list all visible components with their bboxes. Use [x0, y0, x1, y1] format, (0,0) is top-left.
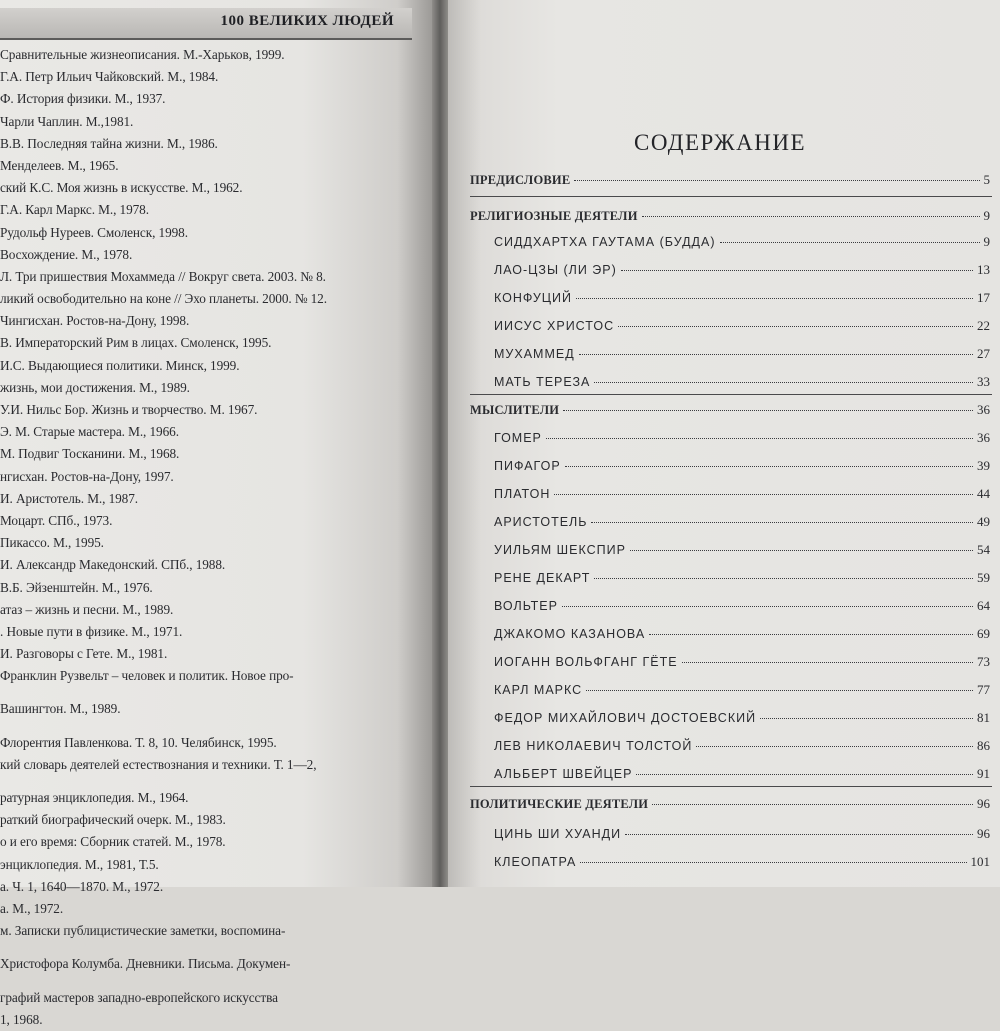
- toc-entry-row: [494, 598, 990, 614]
- toc-entry-row: [494, 290, 990, 306]
- bibliography-line: Э. М. Старые мастера. М., 1966.: [0, 424, 179, 440]
- toc-page-number: 36: [977, 402, 990, 417]
- bibliography-line: 1, 1968.: [0, 1011, 43, 1027]
- bibliography-line: В.В. Последняя тайна жизни. М., 1986.: [0, 135, 218, 151]
- toc-entry-row: [494, 766, 990, 782]
- dot-leader: [554, 494, 973, 495]
- bibliography-line: Г.А. Петр Ильич Чайковский. М., 1984.: [0, 69, 219, 85]
- toc-entry-row: [494, 486, 990, 502]
- toc-entry-row: [494, 738, 990, 754]
- toc-entry-row: [494, 374, 990, 390]
- dot-leader: [630, 550, 973, 551]
- dot-leader: [594, 382, 973, 383]
- book-gutter: [432, 0, 448, 887]
- bibliography-line: И. Александр Македонский. СПб., 1988.: [0, 557, 226, 573]
- bibliography-line: Л. Три пришествия Мохаммеда // Вокруг света. 2003. № 8.: [0, 268, 326, 284]
- dot-leader: [574, 180, 979, 181]
- toc-entry-row: [494, 430, 990, 446]
- dot-leader: [565, 466, 973, 467]
- dot-leader: [621, 270, 973, 271]
- toc-entry-row: [494, 318, 990, 334]
- dot-leader: [652, 804, 973, 805]
- bibliography-line: кий словарь деятелей естествознания и техники. Т. 1—2,: [0, 756, 317, 772]
- bibliography-line: жизнь, мои достижения. М., 1989.: [0, 379, 190, 395]
- toc-label: СИДДХАРТХА ГАУТАМА (БУДДА): [494, 235, 716, 249]
- toc-label: ИИСУС ХРИСТОС: [494, 319, 615, 333]
- bibliography-line: Менделеев. М., 1965.: [0, 157, 119, 173]
- toc-page-number: 101: [970, 854, 990, 869]
- toc-page-number: 96: [977, 826, 990, 841]
- toc-page-number: 54: [977, 542, 990, 557]
- toc-label: ДЖАКОМО КАЗАНОВА: [494, 627, 646, 641]
- toc-label: ПИФАГОР: [494, 459, 561, 473]
- toc-section-row: [470, 796, 990, 812]
- bibliography-line: графий мастеров западно-европейского искусства: [0, 989, 278, 1005]
- dot-leader: [636, 774, 973, 775]
- toc-entry-row: [494, 234, 990, 250]
- bibliography-line: Восхождение. М., 1978.: [0, 246, 133, 262]
- bibliography-line: Пикассо. М., 1995.: [0, 535, 104, 551]
- bibliography-line: В. Императорский Рим в лицах. Смоленск, 1995.: [0, 335, 272, 351]
- running-head-title: 100 ВЕЛИКИХ ЛЮДЕЙ: [220, 13, 394, 29]
- toc-entry-row: [494, 854, 990, 870]
- bibliography-line: Вашингтон. М., 1989.: [0, 701, 121, 717]
- toc-section-row: [470, 208, 990, 224]
- toc-entry-row: [494, 710, 990, 726]
- toc-entry-row: [494, 826, 990, 842]
- toc-label: КЛЕОПАТРА: [494, 855, 577, 869]
- toc-label: ВОЛЬТЕР: [494, 599, 558, 613]
- toc-entry-row: [494, 570, 990, 586]
- toc-page-number: 96: [977, 796, 990, 811]
- dot-leader: [576, 298, 973, 299]
- bibliography-line: а. Ч. 1, 1640—1870. М., 1972.: [0, 878, 164, 894]
- toc-entry-row: [494, 262, 990, 278]
- toc-entry-row: [494, 346, 990, 362]
- bibliography-line: Ф. История физики. М., 1937.: [0, 91, 166, 107]
- toc-page-number: 9: [983, 234, 990, 249]
- dot-leader: [682, 662, 973, 663]
- running-head: [0, 8, 412, 40]
- bibliography-line: Чингисхан. Ростов-на-Дону, 1998.: [0, 313, 190, 329]
- toc-page-number: 44: [977, 486, 990, 501]
- toc-page-number: 59: [977, 570, 990, 585]
- toc-label: АЛЬБЕРТ ШВЕЙЦЕР: [494, 767, 633, 781]
- dot-leader: [642, 216, 980, 217]
- toc-page-number: 5: [983, 172, 990, 187]
- toc-page-number: 73: [977, 654, 990, 669]
- section-divider: [470, 196, 992, 197]
- toc-entry-row: [494, 654, 990, 670]
- bibliography-line: Моцарт. СПб., 1973.: [0, 512, 113, 528]
- bibliography-line: ликий освободительно на коне // Эхо планеты. 2000. № 12.: [0, 291, 327, 307]
- toc-page-number: 27: [977, 346, 990, 361]
- toc-label: УИЛЬЯМ ШЕКСПИР: [494, 543, 626, 557]
- toc-page-number: 91: [977, 766, 990, 781]
- toc-section-row: [470, 172, 990, 188]
- toc-page-number: 9: [983, 208, 990, 223]
- toc-page-number: 49: [977, 514, 990, 529]
- toc-entry-row: [494, 458, 990, 474]
- contents-title: СОДЕРЖАНИЕ: [634, 130, 807, 155]
- toc-label: РЕНЕ ДЕКАРТ: [494, 571, 591, 585]
- bibliography-line: а. М., 1972.: [0, 900, 64, 916]
- toc-entry-row: [494, 682, 990, 698]
- bibliography-line: Франклин Рузвельт – человек и политик. Новое про-: [0, 668, 294, 684]
- dot-leader: [586, 690, 973, 691]
- toc-label: АРИСТОТЕЛЬ: [494, 515, 588, 529]
- toc-label: МЫСЛИТЕЛИ: [470, 403, 560, 417]
- dot-leader: [580, 862, 966, 863]
- dot-leader: [546, 438, 973, 439]
- bibliography-line: нгисхан. Ростов-на-Дону, 1997.: [0, 468, 174, 484]
- dot-leader: [594, 578, 973, 579]
- dot-leader: [625, 834, 973, 835]
- toc-label: ГОМЕР: [494, 431, 542, 445]
- bibliography-line: И. Разговоры с Гете. М., 1981.: [0, 646, 168, 662]
- toc-label: ПРЕДИСЛОВИЕ: [470, 173, 571, 187]
- toc-entry-row: [494, 514, 990, 530]
- toc-page-number: 22: [977, 318, 990, 333]
- section-divider: [470, 786, 992, 787]
- toc-label: ЛЕВ НИКОЛАЕВИЧ ТОЛСТОЙ: [494, 739, 693, 753]
- bibliography-line: Флорентия Павленкова. Т. 8, 10. Челябинск, 1995.: [0, 734, 277, 750]
- bibliography-line: [0, 721, 410, 732]
- dot-leader: [720, 242, 980, 243]
- toc-entry-row: [494, 542, 990, 558]
- dot-leader: [649, 634, 973, 635]
- bibliography-list: [0, 44, 410, 1031]
- bibliography-line: ский К.С. Моя жизнь в искусстве. М., 1962.: [0, 180, 243, 196]
- bibliography-line: [0, 976, 410, 987]
- bibliography-line: . Новые пути в физике. М., 1971.: [0, 623, 183, 639]
- bibliography-line: [0, 942, 410, 953]
- bibliography-line: атаз – жизнь и песни. М., 1989.: [0, 601, 174, 617]
- toc-page-number: 36: [977, 430, 990, 445]
- dot-leader: [579, 354, 973, 355]
- toc-page-number: 69: [977, 626, 990, 641]
- bibliography-line: энциклопедия. М., 1981, Т.5.: [0, 856, 159, 872]
- toc-page-number: 17: [977, 290, 990, 305]
- toc-page-number: 39: [977, 458, 990, 473]
- toc-label: РЕЛИГИОЗНЫЕ ДЕЯТЕЛИ: [470, 209, 638, 223]
- left-page: [0, 0, 432, 1027]
- bibliography-line: [0, 776, 410, 787]
- toc-label: ПЛАТОН: [494, 487, 551, 501]
- toc-page-number: 33: [977, 374, 990, 389]
- toc-label: МУХАММЕД: [494, 347, 575, 361]
- bibliography-line: о и его время: Сборник статей. М., 1978.: [0, 834, 226, 850]
- dot-leader: [618, 326, 973, 327]
- bibliography-line: Христофора Колумба. Дневники. Письма. Докумен-: [0, 956, 291, 972]
- bibliography-line: раткий биографический очерк. М., 1983.: [0, 812, 226, 828]
- bibliography-line: ратурная энциклопедия. М., 1964.: [0, 790, 189, 805]
- toc-label: ПОЛИТИЧЕСКИЕ ДЕЯТЕЛИ: [470, 797, 649, 811]
- dot-leader: [562, 606, 973, 607]
- toc-label: КОНФУЦИЙ: [494, 291, 572, 305]
- bibliography-line: У.И. Нильс Бор. Жизнь и творчество. М. 1967.: [0, 402, 258, 417]
- bibliography-line: Чарли Чаплин. М.,1981.: [0, 113, 134, 129]
- dot-leader: [760, 718, 973, 719]
- toc-page-number: 77: [977, 682, 990, 697]
- bibliography-line: И. Аристотель. М., 1987.: [0, 490, 139, 506]
- toc-label: ИОГАНН ВОЛЬФГАНГ ГЁТЕ: [494, 655, 678, 669]
- dot-leader: [696, 746, 973, 747]
- toc-label: ЛАО-ЦЗЫ (ЛИ ЭР): [494, 263, 617, 277]
- toc-page-number: 86: [977, 738, 990, 753]
- section-divider: [470, 394, 992, 395]
- bibliography-line: Г.А. Карл Маркс. М., 1978.: [0, 202, 149, 218]
- toc-label: КАРЛ МАРКС: [494, 683, 583, 697]
- toc-page-number: 81: [977, 710, 990, 725]
- toc-page-number: 64: [977, 598, 990, 613]
- toc-section-row: [470, 402, 990, 418]
- dot-leader: [563, 410, 973, 411]
- bibliography-line: Сравнительные жизнеописания. М.-Харьков, 1999.: [0, 47, 285, 62]
- bibliography-line: Рудольф Нуреев. Смоленск, 1998.: [0, 224, 188, 240]
- bibliography-line: И.С. Выдающиеся политики. Минск, 1999.: [0, 357, 240, 373]
- bibliography-line: В.Б. Эйзенштейн. М., 1976.: [0, 579, 153, 595]
- toc-label: ЦИНЬ ШИ ХУАНДИ: [494, 827, 622, 841]
- toc-label: ФЕДОР МИХАЙЛОВИЧ ДОСТОЕВСКИЙ: [494, 711, 757, 725]
- toc-label: МАТЬ ТЕРЕЗА: [494, 375, 591, 389]
- bibliography-line: М. Подвиг Тосканини. М., 1968.: [0, 446, 180, 462]
- bibliography-line: м. Записки публицистические заметки, воспомина-: [0, 923, 286, 939]
- toc-entry-row: [494, 626, 990, 642]
- dot-leader: [591, 522, 973, 523]
- bibliography-line: [0, 687, 410, 698]
- toc-page-number: 13: [977, 262, 990, 277]
